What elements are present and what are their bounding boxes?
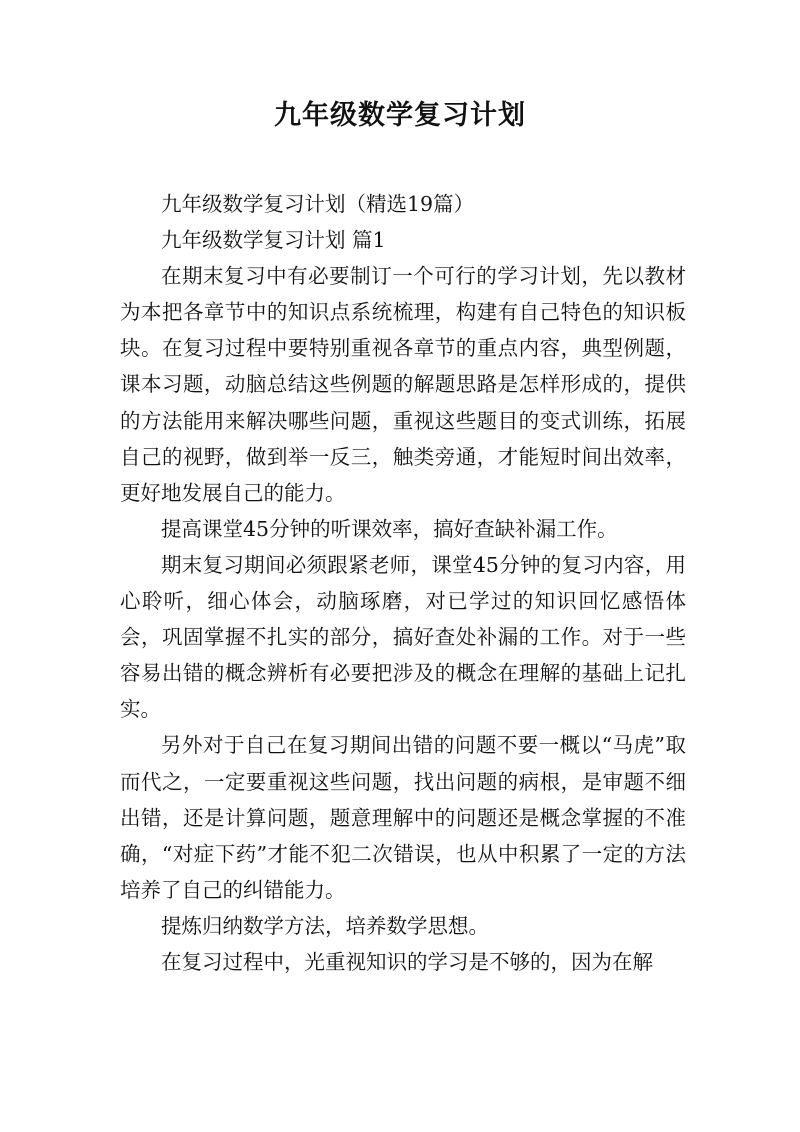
paragraph: 提炼归纳数学方法，培养数学思想。: [161, 913, 489, 938]
paragraph: 在复习过程中，光重视知识的学习是不够的，因为在解: [161, 949, 653, 974]
paragraph: 期末复习期间必须跟紧老师，课堂45分钟的复习内容，用心聆听，细心体会，动脑琢磨，对已学过的知识回忆感悟体会，巩固掌握不扎实的部分，搞好查处补漏的工作。对于一些容易出错的概念辨析有必要把涉及的概念在理解的基础上记扎实。: [120, 552, 686, 722]
paragraph: 九年级数学复习计划 篇1: [161, 228, 386, 253]
document-title: 九年级数学复习计划: [274, 100, 526, 131]
paragraph: 九年级数学复习计划（精选19篇）: [161, 192, 475, 216]
paragraph: 提高课堂45分钟的听课效率，搞好查缺补漏工作。: [161, 516, 618, 541]
document-body: [120, 186, 686, 980]
paragraph: 在期末复习中有必要制订一个可行的学习计划，先以教材为本把各章节中的知识点系统梳理，构建有自己特色的知识板块。在复习过程中要特别重视各章节的重点内容，典型例题，课本习题，动脑总结这些例题的解题思路是怎样形成的，提供的方法能用来解决哪些问题，重视这些题目的变式训练，拓展自己的视野，做到举一反三，触类旁通，才能短时间出效率，更好地发展自己的能力。: [120, 264, 686, 505]
paragraph: 另外对于自己在复习期间出错的问题不要一概以“马虎”取而代之，一定要重视这些问题，找出问题的病根，是审题不细出错，还是计算问题，题意理解中的问题还是概念掌握的不准确，“对症下药”才能不犯二次错误，也从中积累了一定的方法培养了自己的纠错能力。: [120, 733, 686, 902]
